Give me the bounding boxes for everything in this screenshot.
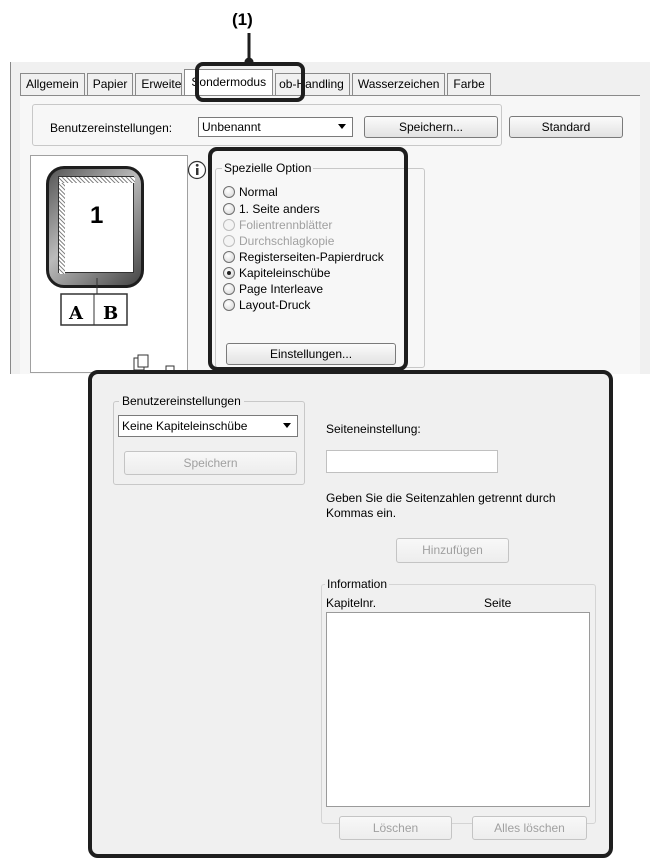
- user-settings-label: Benutzereinstellungen:: [50, 121, 173, 135]
- tab-farbe[interactable]: Farbe: [447, 73, 490, 95]
- delete-all-button: Alles löschen: [472, 816, 587, 840]
- page-setting-input[interactable]: [326, 450, 498, 473]
- book-left-letter: A: [69, 303, 83, 324]
- page-edge: [59, 177, 65, 274]
- einstellungen-button[interactable]: Einstellungen...: [226, 343, 396, 365]
- option-transparency-inserts-label: Folientrennblätter: [239, 217, 333, 232]
- save-settings-button[interactable]: Speichern...: [364, 116, 498, 138]
- chevron-down-icon: [283, 423, 291, 428]
- tab-allgemein[interactable]: Allgemein: [20, 73, 85, 95]
- tab-erweitert[interactable]: Erweite: [135, 73, 182, 95]
- column-chapter-header: Kapitelnr.: [326, 596, 377, 610]
- callout-1-frame: [195, 62, 305, 102]
- tab-wasserzeichen[interactable]: Wasserzeichen: [352, 73, 446, 95]
- page-number: 1: [90, 202, 104, 229]
- delete-button: Löschen: [339, 816, 452, 840]
- dialog-save-button: Speichern: [124, 451, 297, 475]
- option-page-interleave-label: Page Interleave: [239, 281, 324, 296]
- tab-sondermodus[interactable]: Sondermodus: [184, 69, 273, 95]
- page-edge-top: [59, 177, 135, 183]
- option-chapter-inserts-label: Kapiteleinschübe: [239, 265, 331, 280]
- info-icon[interactable]: [187, 160, 207, 180]
- dialog-user-settings-select[interactable]: [118, 415, 298, 437]
- dialog-user-settings-value: Keine Kapiteleinschübe: [122, 419, 248, 433]
- tab-papier[interactable]: Papier: [87, 73, 134, 95]
- chevron-down-icon: [338, 124, 346, 129]
- column-page-header: Seite: [484, 596, 512, 610]
- add-button: Hinzufügen: [396, 538, 509, 563]
- page-setting-label: Seiteneinstellung:: [326, 422, 421, 436]
- callout-1: (1): [232, 10, 253, 29]
- option-first-page-different-label: 1. Seite anders: [239, 201, 320, 216]
- user-settings-value: Unbenannt: [202, 120, 261, 134]
- standard-button[interactable]: Standard: [509, 116, 623, 138]
- option-carbon-copy-label: Durchschlagkopie: [239, 233, 335, 248]
- dialog-user-settings-title: Benutzereinstellungen: [119, 394, 244, 408]
- option-normal-label: Normal: [239, 185, 278, 199]
- chapter-list[interactable]: [326, 612, 590, 807]
- option-tab-paper-print-label: Registerseiten-Papierdruck: [239, 249, 384, 264]
- callout-2-frame: [208, 147, 408, 371]
- book-right-letter: B: [103, 303, 119, 324]
- tab-job-handling[interactable]: ob-Handling: [275, 73, 350, 95]
- information-title: Information: [327, 577, 388, 591]
- special-option-title: Spezielle Option: [224, 161, 312, 175]
- option-layout-print-label: Layout-Druck: [239, 297, 311, 312]
- user-settings-select[interactable]: [198, 117, 353, 137]
- page-hint-text: Geben Sie die Seitenzahlen getrennt durch Kommas ein.: [326, 491, 556, 520]
